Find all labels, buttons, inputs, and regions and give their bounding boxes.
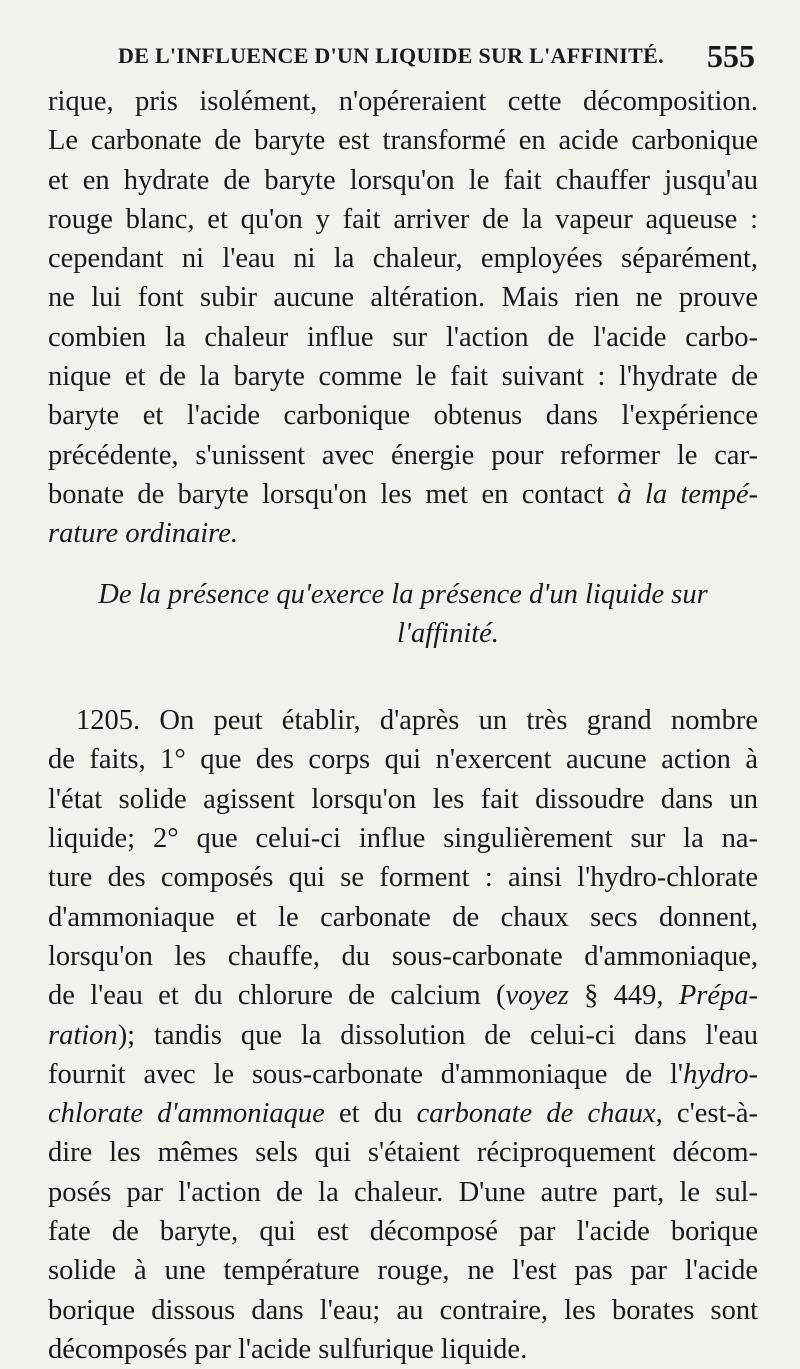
text-line (48, 1016, 758, 1055)
text-line: borique dissous dans l'eau; au contraire, les borates sont (48, 1294, 758, 1326)
italic-text: ration (48, 1019, 118, 1051)
text-line: ne lui font subir aucune altération. Mais rien ne prouve (48, 282, 758, 314)
italic-text: Prépa- (678, 980, 758, 1012)
text-line: cependant ni l'eau ni la chaleur, employées séparément, (48, 243, 758, 275)
paragraph-2 (48, 701, 758, 1369)
italic-text: hydro- (683, 1058, 758, 1090)
running-title: DE L'INFLUENCE D'UN LIQUIDE SUR L'AFFINITÉ. (118, 43, 664, 68)
text-line: de faits, 1° que des corps qui n'exercent aucune action à (48, 744, 758, 776)
text-line: et en hydrate de baryte lorsqu'on le fait chauffer jusqu'au (48, 164, 758, 196)
text-line (48, 976, 758, 1015)
text-line: fate de baryte, qui est décomposé par l'acide borique (48, 1216, 758, 1248)
italic-text: carbonate de chaux (416, 1098, 656, 1130)
text-line: d'ammoniaque et le carbonate de chaux secs donnent, (48, 901, 758, 933)
text-line: décomposés par l'acide sulfurique liquide. (48, 1333, 528, 1365)
text-line: rature ordinaire. (48, 518, 238, 550)
text-line: précédente, s'unissent avec énergie pour reformer le car- (48, 439, 758, 471)
text-line: Le carbonate de baryte est transformé en acide carbonique (48, 125, 758, 157)
text-line: solide à une température rouge, ne l'est pas par l'acide (48, 1255, 758, 1287)
text-line: nique et de la baryte comme le fait suivant : l'hydrate de (48, 361, 758, 393)
text-line: lorsqu'on les chauffe, du sous-carbonate d'ammoniaque, (48, 940, 758, 972)
section-heading (48, 575, 758, 654)
section-heading-line: De la présence qu'exerce la présence d'un liquide sur (98, 578, 708, 610)
section-heading-line: l'affinité. (397, 617, 499, 649)
text-span: de l'eau et du chlorure de calcium ( (48, 980, 506, 1012)
body-text (48, 82, 758, 1369)
text-line (48, 1055, 758, 1094)
text-line: rique, pris isolément, n'opéreraient cette décomposition. (48, 86, 758, 117)
text-line: l'état solide agissent lorsqu'on les fait dissoudre dans un (48, 783, 758, 815)
text-line: baryte et l'acide carbonique obtenus dans l'expérience (48, 400, 758, 432)
text-line (48, 1094, 758, 1133)
text-span: fournit avec le sous-carbonate d'ammoniaque de l' (48, 1058, 684, 1090)
text-span: et du (339, 1098, 403, 1130)
text-span: § 449, (584, 980, 664, 1012)
italic-text: à la tempé- (617, 478, 758, 510)
text-line: liquide; 2° que celui-ci influe singulièrement sur la na- (48, 823, 758, 855)
running-head (118, 36, 755, 76)
text-line: combien la chaleur influe sur l'action de l'acide carbo- (48, 321, 758, 353)
text-span: , c'est-à- (655, 1098, 758, 1130)
text-line (48, 475, 758, 514)
text-span: bonate de baryte lorsqu'on les met en contact (48, 478, 604, 510)
text-line: 1205. On peut établir, d'après un très grand nombre (76, 705, 758, 737)
text-span: ); tandis que la dissolution de celui-ci dans l'eau (117, 1019, 758, 1051)
spacer (48, 653, 758, 701)
spacer (48, 554, 758, 575)
text-line: rouge blanc, et qu'on y fait arriver de la vapeur aqueuse : (48, 203, 758, 235)
italic-text: chlorate d'ammoniaque (48, 1098, 325, 1130)
text-line: posés par l'action de la chaleur. D'une autre part, le sul- (48, 1176, 758, 1208)
text-line: ture des composés qui se forment : ainsi l'hydro-chlorate (48, 862, 758, 894)
paragraph-1 (48, 82, 758, 554)
italic-text: voyez (505, 980, 569, 1012)
text-line: dire les mêmes sels qui s'étaient réciproquement décom- (48, 1137, 758, 1169)
page-number: 555 (707, 38, 755, 74)
